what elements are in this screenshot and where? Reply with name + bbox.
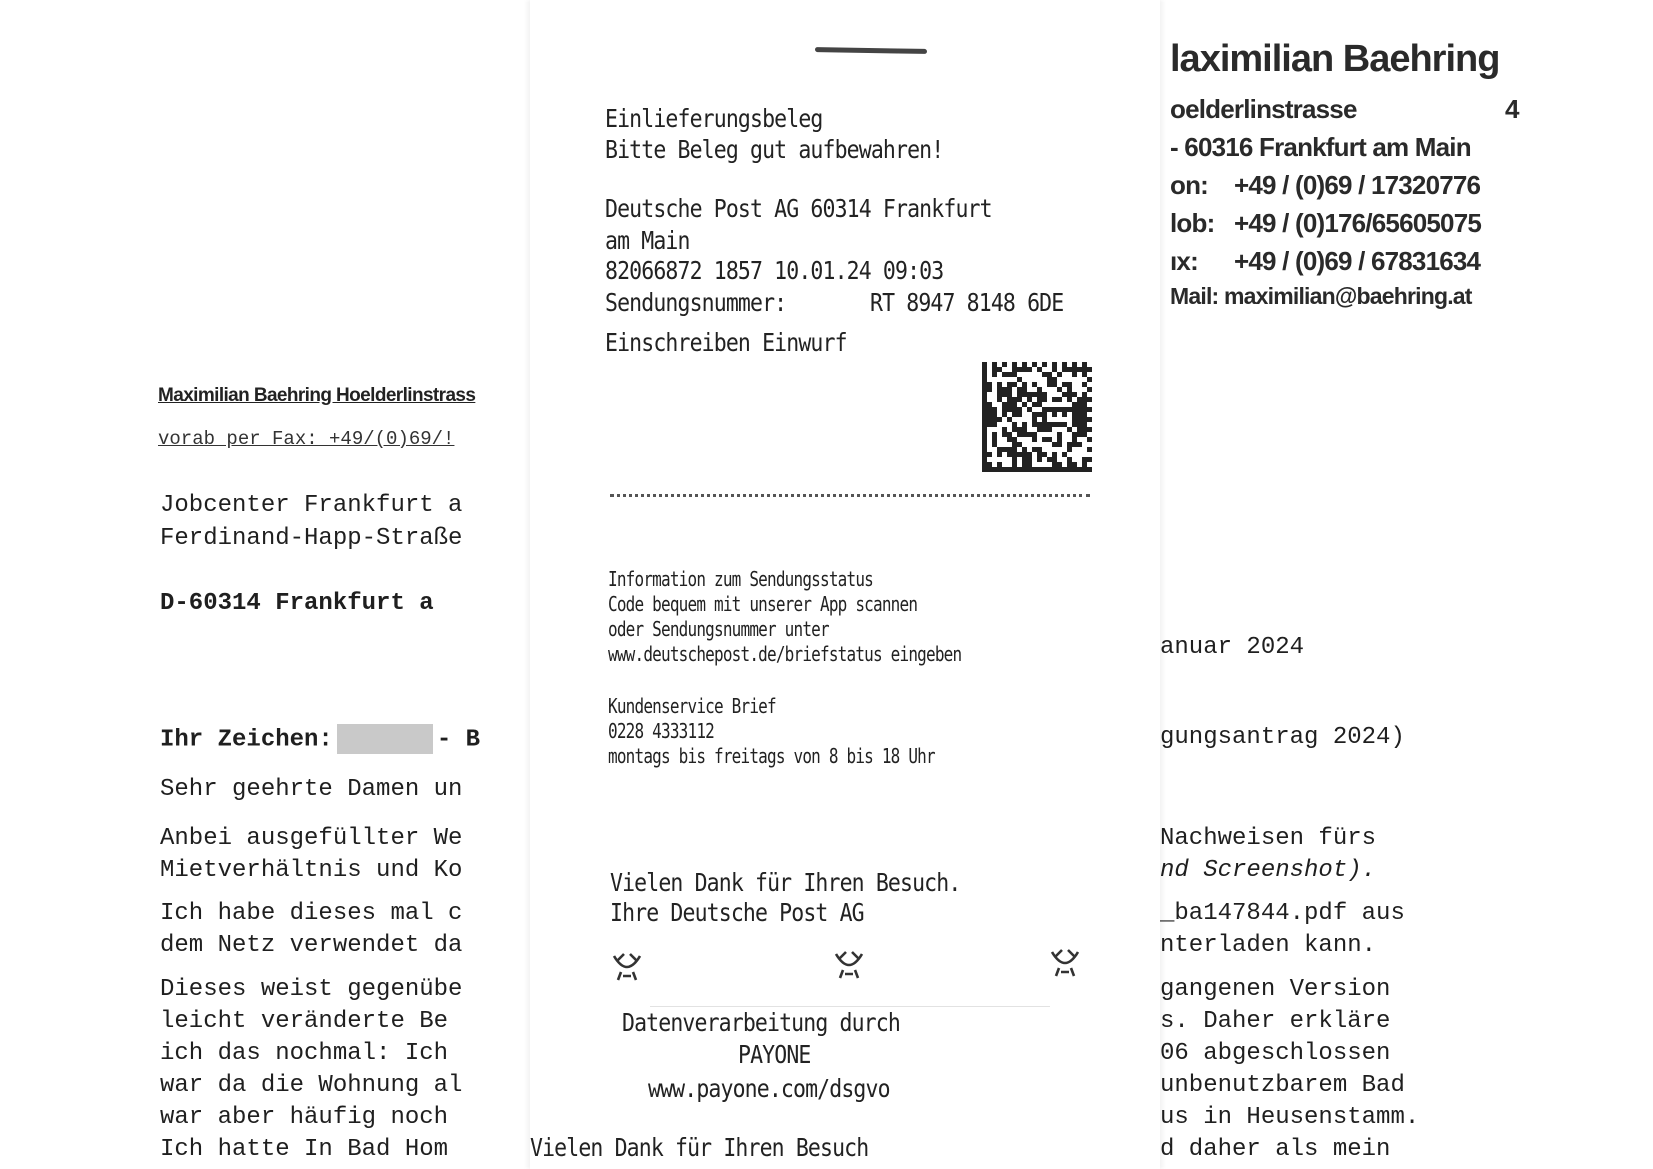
paragraph-line: war aber häufig noch xyxy=(160,1104,449,1131)
reference-continuation: gungsantrag 2024) xyxy=(1160,724,1405,751)
paragraph-line: Nachweisen fürs xyxy=(1160,825,1377,852)
service-type: Einschreiben Einwurf xyxy=(605,328,847,357)
tracking-label: Sendungsnummer: xyxy=(605,288,787,317)
customer-service-phone: 0228 4333112 xyxy=(608,719,714,743)
company-line: Deutsche Post AG 60314 Frankfurt xyxy=(605,194,992,223)
datamatrix-code xyxy=(982,362,1092,472)
mobile-number: +49 / (0)176/65605075 xyxy=(1234,208,1482,238)
receipt-subtitle: Bitte Beleg gut aufbewahren! xyxy=(605,135,944,164)
posthorn-icon xyxy=(1048,946,1082,980)
processor-url: www.payone.com/dsgvo xyxy=(648,1074,890,1103)
reference-line xyxy=(160,724,480,754)
redacted-block xyxy=(337,724,433,754)
paragraph-line: gangenen Version xyxy=(1160,976,1391,1003)
phone-label: on: xyxy=(1170,170,1209,200)
paragraph-line: _ba147844.pdf aus xyxy=(1160,900,1405,927)
reference-tail: - B xyxy=(436,726,481,754)
paragraph-line: nd Screenshot). xyxy=(1160,857,1377,884)
letter-left-fragment xyxy=(0,0,530,1169)
postal-receipt xyxy=(530,0,1160,1169)
company-city: am Main xyxy=(605,226,690,255)
salutation: Sehr geehrte Damen un xyxy=(160,776,463,803)
customer-service-title: Kundenservice Brief xyxy=(608,694,776,718)
paragraph-line: unbenutzbarem Bad xyxy=(1160,1072,1405,1099)
letterhead-phone xyxy=(1170,170,1650,201)
letter-date: anuar 2024 xyxy=(1160,634,1305,661)
perforation-line xyxy=(610,494,1090,497)
recipient-street: Ferdinand-Happ-Straße xyxy=(160,525,463,552)
letterhead-city: - 60316 Frankfurt am Main xyxy=(1170,132,1471,162)
paragraph-line: Dieses weist gegenübe xyxy=(160,976,463,1003)
paragraph-line: us in Heusenstamm. xyxy=(1160,1104,1420,1131)
letterhead-street: oelderlinstrasse xyxy=(1170,94,1357,124)
paragraph-line: leicht veränderte Be xyxy=(160,1008,449,1035)
mobile-label: lob: xyxy=(1170,208,1215,238)
letterhead-fax xyxy=(1170,246,1650,277)
processing-note: Datenverarbeitung durch xyxy=(622,1008,900,1037)
info-url: www.deutschepost.de/briefstatus eingeben xyxy=(608,642,962,666)
letter-right-fragment xyxy=(1160,0,1653,1169)
posthorn-icon xyxy=(610,950,644,984)
paragraph-line: Mietverhältnis und Ko xyxy=(160,857,463,884)
separator xyxy=(650,1006,1050,1007)
paragraph-line: Ich hatte In Bad Hom xyxy=(160,1136,449,1163)
info-line: oder Sendungsnummer unter xyxy=(608,617,829,641)
letterhead-email: Mail: maximilian@baehring.at xyxy=(1170,283,1472,309)
info-line: Code bequem mit unserer App scannen xyxy=(608,592,918,616)
fax-number: +49 / (0)69 / 67831634 xyxy=(1234,246,1481,276)
fax-note: vorab per Fax: +49/(0)69/! xyxy=(158,428,455,450)
paragraph-line: s. Daher erkläre xyxy=(1160,1008,1391,1035)
paragraph-line: Anbei ausgefüllter We xyxy=(160,825,463,852)
tracking-number: RT 8947 8148 6DE xyxy=(870,288,1064,317)
info-line: Information zum Sendungsstatus xyxy=(608,567,873,591)
paragraph-line: nterladen kann. xyxy=(1160,932,1377,959)
paragraph-line: dem Netz verwendet da xyxy=(160,932,463,959)
transaction-line: 82066872 1857 10.01.24 09:03 xyxy=(605,256,944,285)
processor-name: PAYONE xyxy=(738,1040,811,1069)
letterhead-name: laximilian Baehring xyxy=(1170,38,1500,80)
reference-label: Ihr Zeichen: xyxy=(160,726,333,754)
customer-service-hours: montags bis freitags von 8 bis 18 Uhr xyxy=(608,744,935,768)
phone-number: +49 / (0)69 / 17320776 xyxy=(1234,170,1481,200)
thank-you-repeat: Vielen Dank für Ihren Besuch xyxy=(530,1133,869,1162)
paragraph-line: 06 abgeschlossen xyxy=(1160,1040,1391,1067)
paragraph-line: Ich habe dieses mal c xyxy=(160,900,463,927)
letterhead-street-number: 4 xyxy=(1505,94,1520,124)
signature-line: Ihre Deutsche Post AG xyxy=(610,898,864,927)
tear-mark xyxy=(815,47,927,54)
recipient-name: Jobcenter Frankfurt a xyxy=(160,492,463,519)
posthorn-icon xyxy=(832,948,866,982)
thank-you: Vielen Dank für Ihren Besuch. xyxy=(610,868,961,897)
receipt-title: Einlieferungsbeleg xyxy=(605,104,823,133)
fax-label: ıx: xyxy=(1170,246,1198,276)
paragraph-line: d daher als mein xyxy=(1160,1136,1391,1163)
recipient-city: D-60314 Frankfurt a xyxy=(160,590,434,617)
paragraph-line: ich das nochmal: Ich xyxy=(160,1040,449,1067)
sender-address-line: Maximilian Baehring Hoelderlinstrass xyxy=(158,385,476,406)
paragraph-line: war da die Wohnung al xyxy=(160,1072,463,1099)
letterhead-mobile xyxy=(1170,208,1650,239)
